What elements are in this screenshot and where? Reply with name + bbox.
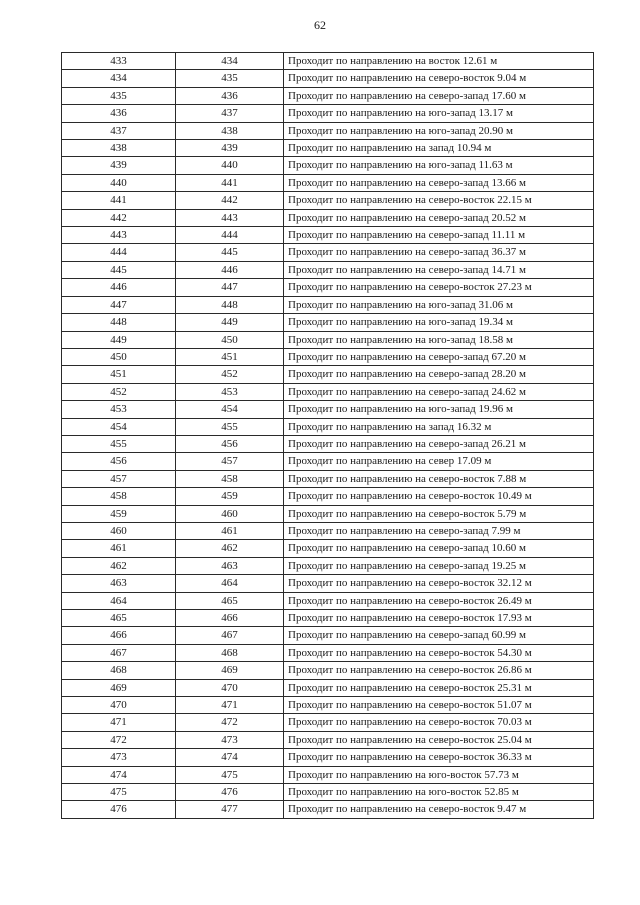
description-cell: Проходит по направлению на северо-восток 27.23 м: [284, 279, 594, 296]
table-row: [62, 540, 594, 557]
table-row: [62, 470, 594, 487]
description-cell: Проходит по направлению на юго-запад 18.58 м: [284, 331, 594, 348]
table-row: [62, 296, 594, 313]
to-point-cell: 474: [176, 749, 284, 766]
table-row: [62, 488, 594, 505]
from-point-cell: 457: [62, 470, 176, 487]
table-row: [62, 557, 594, 574]
table-row: [62, 348, 594, 365]
table-row: [62, 435, 594, 452]
from-point-cell: 435: [62, 87, 176, 104]
to-point-cell: 470: [176, 679, 284, 696]
to-point-cell: 468: [176, 644, 284, 661]
description-cell: Проходит по направлению на северо-запад 24.62 м: [284, 383, 594, 400]
table-row: [62, 714, 594, 731]
description-cell: Проходит по направлению на северо-восток 26.49 м: [284, 592, 594, 609]
to-point-cell: 449: [176, 314, 284, 331]
description-cell: Проходит по направлению на северо-запад 36.37 м: [284, 244, 594, 261]
description-cell: Проходит по направлению на юго-запад 19.96 м: [284, 401, 594, 418]
description-cell: Проходит по направлению на северо-восток 32.12 м: [284, 575, 594, 592]
from-point-cell: 444: [62, 244, 176, 261]
to-point-cell: 477: [176, 801, 284, 818]
from-point-cell: 469: [62, 679, 176, 696]
from-point-cell: 453: [62, 401, 176, 418]
from-point-cell: 472: [62, 731, 176, 748]
description-cell: Проходит по направлению на северо-запад 28.20 м: [284, 366, 594, 383]
description-cell: Проходит по направлению на юго-запад 31.06 м: [284, 296, 594, 313]
from-point-cell: 463: [62, 575, 176, 592]
table-row: [62, 157, 594, 174]
description-cell: Проходит по направлению на северо-запад 17.60 м: [284, 87, 594, 104]
to-point-cell: 467: [176, 627, 284, 644]
to-point-cell: 461: [176, 522, 284, 539]
to-point-cell: 472: [176, 714, 284, 731]
to-point-cell: 434: [176, 53, 284, 70]
from-point-cell: 434: [62, 70, 176, 87]
from-point-cell: 438: [62, 140, 176, 157]
description-cell: Проходит по направлению на юго-запад 13.17 м: [284, 105, 594, 122]
to-point-cell: 440: [176, 157, 284, 174]
description-cell: Проходит по направлению на северо-восток 25.04 м: [284, 731, 594, 748]
to-point-cell: 435: [176, 70, 284, 87]
table-row: [62, 610, 594, 627]
table-row: [62, 592, 594, 609]
description-cell: Проходит по направлению на северо-запад 14.71 м: [284, 261, 594, 278]
to-point-cell: 436: [176, 87, 284, 104]
description-cell: Проходит по направлению на юго-восток 52.85 м: [284, 784, 594, 801]
to-point-cell: 473: [176, 731, 284, 748]
table-row: [62, 261, 594, 278]
from-point-cell: 464: [62, 592, 176, 609]
to-point-cell: 476: [176, 784, 284, 801]
description-cell: Проходит по направлению на северо-восток 5.79 м: [284, 505, 594, 522]
to-point-cell: 454: [176, 401, 284, 418]
page-number: 62: [314, 18, 326, 32]
from-point-cell: 445: [62, 261, 176, 278]
table-row: [62, 453, 594, 470]
from-point-cell: 462: [62, 557, 176, 574]
to-point-cell: 475: [176, 766, 284, 783]
to-point-cell: 450: [176, 331, 284, 348]
from-point-cell: 439: [62, 157, 176, 174]
to-point-cell: 441: [176, 174, 284, 191]
to-point-cell: 456: [176, 435, 284, 452]
table-row: [62, 522, 594, 539]
to-point-cell: 458: [176, 470, 284, 487]
to-point-cell: 453: [176, 383, 284, 400]
table-row: [62, 209, 594, 226]
description-cell: Проходит по направлению на северо-восток 51.07 м: [284, 697, 594, 714]
table-row: [62, 679, 594, 696]
from-point-cell: 437: [62, 122, 176, 139]
from-point-cell: 455: [62, 435, 176, 452]
description-cell: Проходит по направлению на северо-запад 60.99 м: [284, 627, 594, 644]
description-cell: Проходит по направлению на северо-восток 9.04 м: [284, 70, 594, 87]
description-cell: Проходит по направлению на запад 10.94 м: [284, 140, 594, 157]
description-cell: Проходит по направлению на запад 16.32 м: [284, 418, 594, 435]
from-point-cell: 443: [62, 227, 176, 244]
boundary-table: [61, 52, 594, 819]
from-point-cell: 456: [62, 453, 176, 470]
description-cell: Проходит по направлению на северо-восток 22.15 м: [284, 192, 594, 209]
table-row: [62, 192, 594, 209]
from-point-cell: 447: [62, 296, 176, 313]
table-row: [62, 505, 594, 522]
table-row: [62, 122, 594, 139]
from-point-cell: 459: [62, 505, 176, 522]
to-point-cell: 446: [176, 261, 284, 278]
table-row: [62, 331, 594, 348]
description-cell: Проходит по направлению на северо-восток 36.33 м: [284, 749, 594, 766]
description-cell: Проходит по направлению на северо-запад 7.99 м: [284, 522, 594, 539]
to-point-cell: 442: [176, 192, 284, 209]
to-point-cell: 457: [176, 453, 284, 470]
description-cell: Проходит по направлению на северо-восток 70.03 м: [284, 714, 594, 731]
to-point-cell: 438: [176, 122, 284, 139]
from-point-cell: 458: [62, 488, 176, 505]
table-row: [62, 70, 594, 87]
from-point-cell: 436: [62, 105, 176, 122]
description-cell: Проходит по направлению на северо-запад 67.20 м: [284, 348, 594, 365]
from-point-cell: 454: [62, 418, 176, 435]
to-point-cell: 459: [176, 488, 284, 505]
to-point-cell: 466: [176, 610, 284, 627]
from-point-cell: 476: [62, 801, 176, 818]
description-cell: Проходит по направлению на северо-запад 19.25 м: [284, 557, 594, 574]
description-cell: Проходит по направлению на северо-восток 54.30 м: [284, 644, 594, 661]
to-point-cell: 471: [176, 697, 284, 714]
table-row: [62, 53, 594, 70]
to-point-cell: 464: [176, 575, 284, 592]
description-cell: Проходит по направлению на север 17.09 м: [284, 453, 594, 470]
from-point-cell: 474: [62, 766, 176, 783]
description-cell: Проходит по направлению на северо-восток 10.49 м: [284, 488, 594, 505]
from-point-cell: 452: [62, 383, 176, 400]
description-cell: Проходит по направлению на северо-восток 7.88 м: [284, 470, 594, 487]
to-point-cell: 460: [176, 505, 284, 522]
from-point-cell: 446: [62, 279, 176, 296]
table-row: [62, 575, 594, 592]
to-point-cell: 447: [176, 279, 284, 296]
to-point-cell: 439: [176, 140, 284, 157]
from-point-cell: 448: [62, 314, 176, 331]
table-row: [62, 366, 594, 383]
from-point-cell: 466: [62, 627, 176, 644]
from-point-cell: 468: [62, 662, 176, 679]
table-body: [62, 53, 594, 819]
table-row: [62, 749, 594, 766]
table-row: [62, 314, 594, 331]
table-row: [62, 697, 594, 714]
table-row: [62, 644, 594, 661]
description-cell: Проходит по направлению на северо-запад 10.60 м: [284, 540, 594, 557]
from-point-cell: 471: [62, 714, 176, 731]
description-cell: Проходит по направлению на северо-запад 13.66 м: [284, 174, 594, 191]
description-cell: Проходит по направлению на юго-запад 19.34 м: [284, 314, 594, 331]
description-cell: Проходит по направлению на юго-запад 20.90 м: [284, 122, 594, 139]
table-row: [62, 279, 594, 296]
from-point-cell: 461: [62, 540, 176, 557]
to-point-cell: 452: [176, 366, 284, 383]
description-cell: Проходит по направлению на северо-запад 26.21 м: [284, 435, 594, 452]
from-point-cell: 467: [62, 644, 176, 661]
description-cell: Проходит по направлению на северо-восток 25.31 м: [284, 679, 594, 696]
table-row: [62, 627, 594, 644]
to-point-cell: 448: [176, 296, 284, 313]
to-point-cell: 463: [176, 557, 284, 574]
table-row: [62, 784, 594, 801]
to-point-cell: 443: [176, 209, 284, 226]
table-row: [62, 418, 594, 435]
from-point-cell: 460: [62, 522, 176, 539]
description-cell: Проходит по направлению на северо-восток 9.47 м: [284, 801, 594, 818]
table-row: [62, 662, 594, 679]
to-point-cell: 437: [176, 105, 284, 122]
from-point-cell: 451: [62, 366, 176, 383]
table-row: [62, 801, 594, 818]
table-row: [62, 766, 594, 783]
table-row: [62, 87, 594, 104]
table-row: [62, 401, 594, 418]
description-cell: Проходит по направлению на юго-восток 57.73 м: [284, 766, 594, 783]
from-point-cell: 442: [62, 209, 176, 226]
table-row: [62, 174, 594, 191]
to-point-cell: 469: [176, 662, 284, 679]
table-row: [62, 227, 594, 244]
table-row: [62, 383, 594, 400]
table-row: [62, 105, 594, 122]
description-cell: Проходит по направлению на юго-запад 11.63 м: [284, 157, 594, 174]
table-row: [62, 731, 594, 748]
table-row: [62, 140, 594, 157]
to-point-cell: 445: [176, 244, 284, 261]
to-point-cell: 465: [176, 592, 284, 609]
to-point-cell: 462: [176, 540, 284, 557]
table-row: [62, 244, 594, 261]
to-point-cell: 444: [176, 227, 284, 244]
to-point-cell: 451: [176, 348, 284, 365]
to-point-cell: 455: [176, 418, 284, 435]
description-cell: Проходит по направлению на северо-запад 11.11 м: [284, 227, 594, 244]
description-cell: Проходит по направлению на северо-восток 17.93 м: [284, 610, 594, 627]
from-point-cell: 450: [62, 348, 176, 365]
from-point-cell: 475: [62, 784, 176, 801]
description-cell: Проходит по направлению на северо-запад 20.52 м: [284, 209, 594, 226]
from-point-cell: 440: [62, 174, 176, 191]
from-point-cell: 473: [62, 749, 176, 766]
from-point-cell: 449: [62, 331, 176, 348]
from-point-cell: 470: [62, 697, 176, 714]
from-point-cell: 433: [62, 53, 176, 70]
description-cell: Проходит по направлению на восток 12.61 м: [284, 53, 594, 70]
from-point-cell: 465: [62, 610, 176, 627]
from-point-cell: 441: [62, 192, 176, 209]
description-cell: Проходит по направлению на северо-восток 26.86 м: [284, 662, 594, 679]
